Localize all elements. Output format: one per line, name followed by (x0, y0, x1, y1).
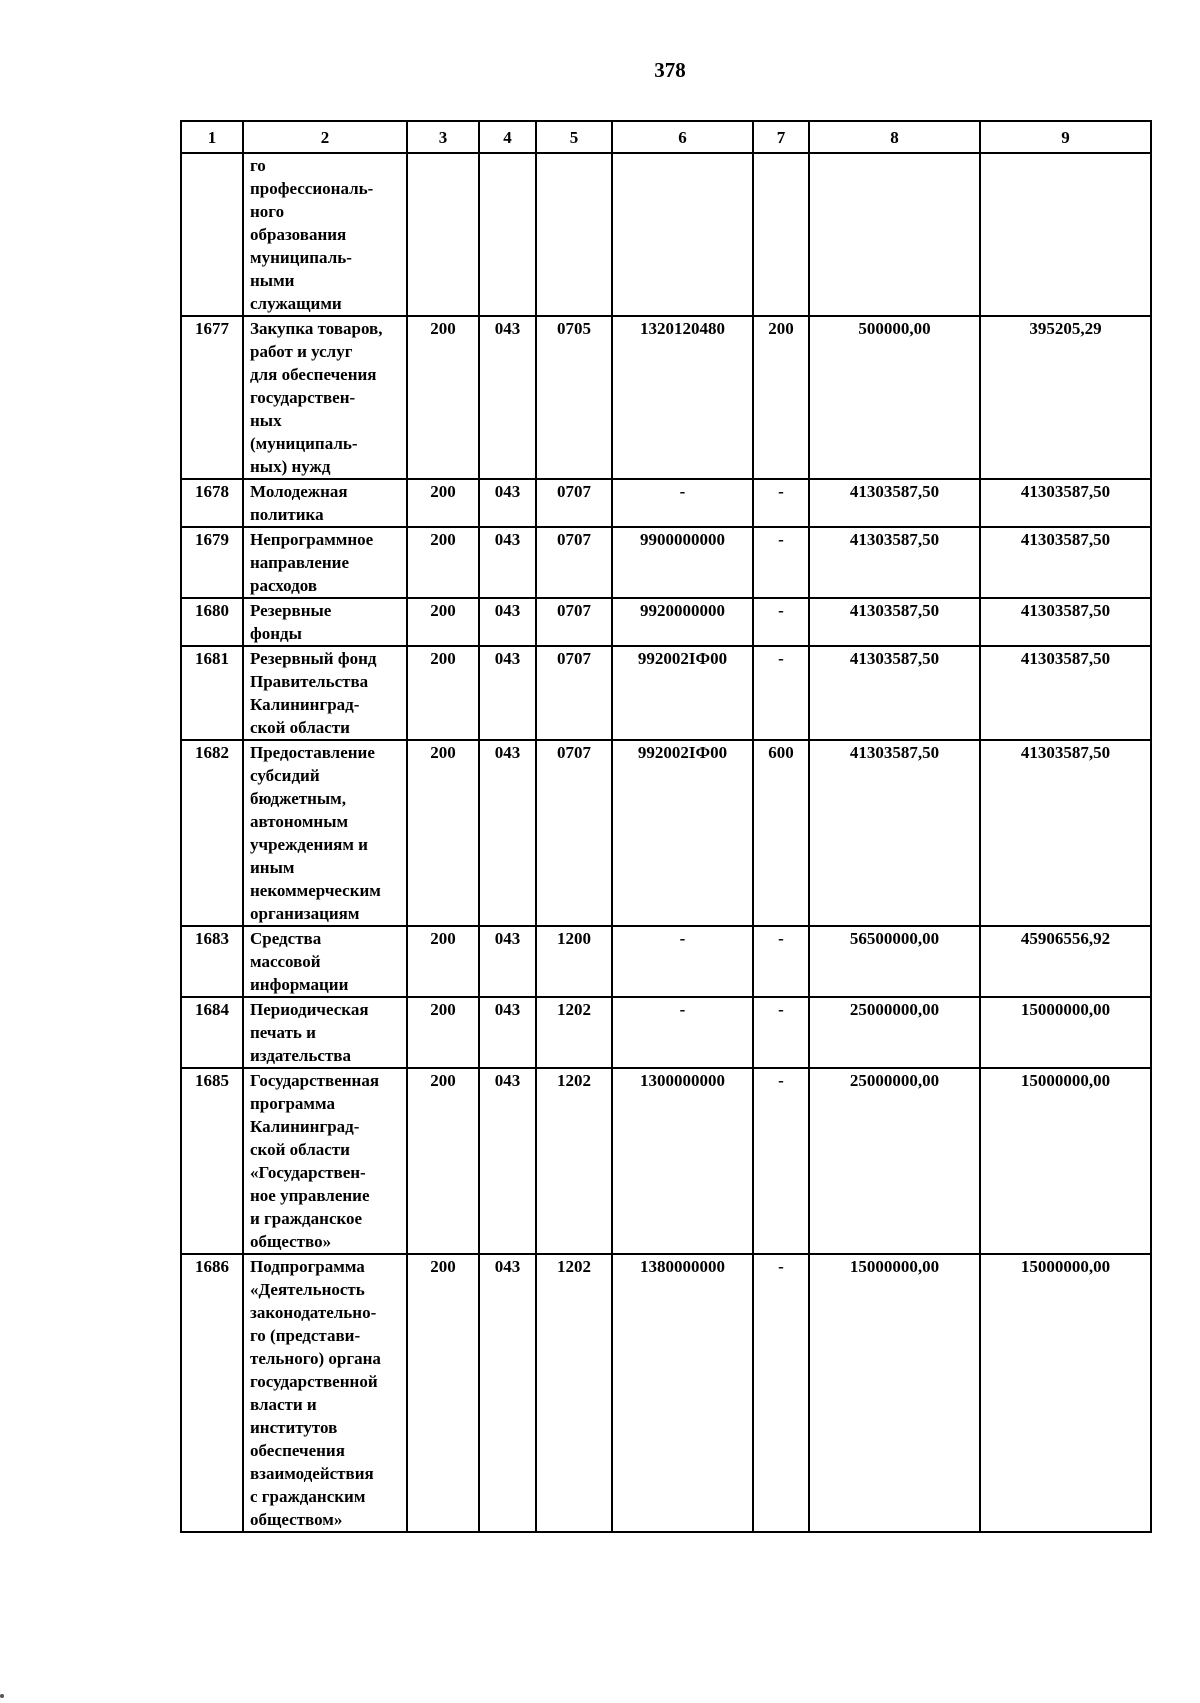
row-name-line: Правительства (250, 672, 369, 691)
row-name-line: Молодежная (250, 482, 348, 501)
column-header: 9 (980, 121, 1151, 153)
row-name-line: работ и услуг (250, 342, 353, 361)
actual-amount-cell: 15000000,00 (980, 1254, 1151, 1532)
table-row (181, 740, 1151, 926)
row-name-cell (243, 153, 407, 316)
row-name-line: бюджетным, (250, 789, 347, 808)
department-code-cell: 043 (479, 926, 536, 997)
table-row (181, 997, 1151, 1068)
section-code-cell: 0707 (536, 646, 612, 740)
section-code-cell: 0705 (536, 316, 612, 479)
department-code-cell (479, 153, 536, 316)
row-name-line: Закупка товаров, (250, 319, 383, 338)
table-row (181, 527, 1151, 598)
ministry-code-cell: 200 (407, 316, 479, 479)
row-name-cell (243, 1068, 407, 1254)
row-name-cell (243, 527, 407, 598)
row-name-line: Резервные (250, 601, 332, 620)
row-name-line: Непрограммное (250, 530, 374, 549)
actual-amount-cell: 395205,29 (980, 316, 1151, 479)
ministry-code-cell: 200 (407, 997, 479, 1068)
target-article-cell: 9920000000 (612, 598, 753, 646)
row-name-line: государствен- (250, 388, 356, 407)
column-header: 2 (243, 121, 407, 153)
row-name-line: «Государствен- (250, 1163, 366, 1182)
planned-amount-cell: 15000000,00 (809, 1254, 980, 1532)
expense-type-cell: - (753, 1068, 809, 1254)
target-article-cell: - (612, 926, 753, 997)
actual-amount-cell: 15000000,00 (980, 997, 1151, 1068)
row-name-line: власти и (250, 1395, 317, 1414)
row-name-line: Калининград- (250, 695, 360, 714)
row-name-line: автономным (250, 812, 349, 831)
planned-amount-cell: 25000000,00 (809, 997, 980, 1068)
expense-type-cell (753, 153, 809, 316)
ministry-code-cell: 200 (407, 740, 479, 926)
target-article-cell: 1320120480 (612, 316, 753, 479)
ministry-code-cell: 200 (407, 1068, 479, 1254)
actual-amount-cell: 41303587,50 (980, 527, 1151, 598)
row-number-cell: 1684 (181, 997, 243, 1068)
row-name-cell (243, 997, 407, 1068)
row-name-line: взаимодействия (250, 1464, 374, 1483)
row-name-line: субсидий (250, 766, 320, 785)
expense-type-cell: 600 (753, 740, 809, 926)
department-code-cell: 043 (479, 598, 536, 646)
row-name-line: го (250, 156, 266, 175)
table-row (181, 153, 1151, 316)
row-name-line: тельного) органа (250, 1349, 381, 1368)
row-name-cell (243, 740, 407, 926)
actual-amount-cell: 15000000,00 (980, 1068, 1151, 1254)
row-name-line: издательства (250, 1046, 351, 1065)
row-name-line: организациям (250, 904, 360, 923)
section-code-cell: 0707 (536, 479, 612, 527)
ministry-code-cell: 200 (407, 646, 479, 740)
expense-type-cell: - (753, 598, 809, 646)
section-code-cell: 1202 (536, 1068, 612, 1254)
ministry-code-cell: 200 (407, 1254, 479, 1532)
row-name-line: и гражданское (250, 1209, 363, 1228)
actual-amount-cell: 41303587,50 (980, 598, 1151, 646)
row-name-line: го (представи- (250, 1326, 361, 1345)
row-name-line: массовой (250, 952, 321, 971)
target-article-cell: 1380000000 (612, 1254, 753, 1532)
row-name-line: программа (250, 1094, 335, 1113)
row-name-cell (243, 646, 407, 740)
row-name-line: обеспечения (250, 1441, 345, 1460)
row-name-line: Предоставление (250, 743, 375, 762)
actual-amount-cell: 41303587,50 (980, 646, 1151, 740)
row-number-cell: 1683 (181, 926, 243, 997)
row-name-line: Государственная (250, 1071, 380, 1090)
header-row (181, 121, 1151, 153)
row-name-line: расходов (250, 576, 317, 595)
planned-amount-cell: 25000000,00 (809, 1068, 980, 1254)
actual-amount-cell (980, 153, 1151, 316)
row-name-line: государственной (250, 1372, 378, 1391)
scan-speck (0, 1694, 4, 1698)
row-name-line: иным (250, 858, 295, 877)
row-number-cell: 1679 (181, 527, 243, 598)
expense-type-cell: - (753, 527, 809, 598)
row-name-line: Резервный фонд (250, 649, 377, 668)
row-name-line: ных (250, 411, 282, 430)
row-number-cell: 1685 (181, 1068, 243, 1254)
expense-type-cell: - (753, 997, 809, 1068)
actual-amount-cell: 45906556,92 (980, 926, 1151, 997)
expense-type-cell: - (753, 646, 809, 740)
row-number-cell: 1686 (181, 1254, 243, 1532)
row-name-line: ской области (250, 1140, 350, 1159)
row-name-line: законодательно- (250, 1303, 377, 1322)
ministry-code-cell: 200 (407, 926, 479, 997)
planned-amount-cell: 56500000,00 (809, 926, 980, 997)
planned-amount-cell (809, 153, 980, 316)
row-number-cell: 1681 (181, 646, 243, 740)
ministry-code-cell: 200 (407, 527, 479, 598)
row-name-line: информации (250, 975, 349, 994)
department-code-cell: 043 (479, 646, 536, 740)
section-code-cell: 1200 (536, 926, 612, 997)
column-header: 6 (612, 121, 753, 153)
row-name-line: муниципаль- (250, 248, 352, 267)
row-name-line: Калининград- (250, 1117, 360, 1136)
column-header: 8 (809, 121, 980, 153)
column-header: 5 (536, 121, 612, 153)
department-code-cell: 043 (479, 1068, 536, 1254)
row-name-line: общество» (250, 1232, 332, 1251)
row-name-cell (243, 926, 407, 997)
table-row (181, 479, 1151, 527)
section-code-cell: 1202 (536, 1254, 612, 1532)
target-article-cell: 992002IФ00 (612, 646, 753, 740)
expense-type-cell: - (753, 479, 809, 527)
column-header: 1 (181, 121, 243, 153)
section-code-cell: 0707 (536, 527, 612, 598)
row-number-cell (181, 153, 243, 316)
target-article-cell: 1300000000 (612, 1068, 753, 1254)
row-name-line: институтов (250, 1418, 338, 1437)
planned-amount-cell: 41303587,50 (809, 740, 980, 926)
table-row (181, 646, 1151, 740)
row-name-line: некоммерческим (250, 881, 381, 900)
row-number-cell: 1682 (181, 740, 243, 926)
planned-amount-cell: 41303587,50 (809, 646, 980, 740)
department-code-cell: 043 (479, 479, 536, 527)
row-name-cell (243, 598, 407, 646)
row-name-line: политика (250, 505, 324, 524)
department-code-cell: 043 (479, 740, 536, 926)
expense-type-cell: - (753, 926, 809, 997)
target-article-cell: - (612, 997, 753, 1068)
ministry-code-cell: 200 (407, 479, 479, 527)
row-name-line: Средства (250, 929, 322, 948)
table-row (181, 1254, 1151, 1532)
column-header: 7 (753, 121, 809, 153)
row-number-cell: 1680 (181, 598, 243, 646)
table-row (181, 1068, 1151, 1254)
row-name-cell (243, 479, 407, 527)
planned-amount-cell: 41303587,50 (809, 527, 980, 598)
expense-type-cell: 200 (753, 316, 809, 479)
section-code-cell: 1202 (536, 997, 612, 1068)
row-name-line: образования (250, 225, 347, 244)
row-name-line: ской области (250, 718, 350, 737)
row-name-line: профессиональ- (250, 179, 374, 198)
planned-amount-cell: 41303587,50 (809, 598, 980, 646)
expense-type-cell: - (753, 1254, 809, 1532)
row-name-line: служащими (250, 294, 342, 313)
planned-amount-cell: 41303587,50 (809, 479, 980, 527)
row-name-line: ных) нужд (250, 457, 331, 476)
ministry-code-cell (407, 153, 479, 316)
row-name-line: обществом» (250, 1510, 343, 1529)
row-name-line: фонды (250, 624, 302, 643)
row-name-line: для обеспечения (250, 365, 377, 384)
row-name-line: ными (250, 271, 295, 290)
row-number-cell: 1678 (181, 479, 243, 527)
ministry-code-cell: 200 (407, 598, 479, 646)
row-name-line: ное управление (250, 1186, 370, 1205)
column-header: 3 (407, 121, 479, 153)
department-code-cell: 043 (479, 1254, 536, 1532)
row-name-line: (муниципаль- (250, 434, 358, 453)
target-article-cell: 992002IФ00 (612, 740, 753, 926)
row-name-line: с гражданским (250, 1487, 366, 1506)
column-header: 4 (479, 121, 536, 153)
row-name-line: Подпрограмма (250, 1257, 365, 1276)
row-name-cell (243, 316, 407, 479)
table-row (181, 598, 1151, 646)
planned-amount-cell: 500000,00 (809, 316, 980, 479)
actual-amount-cell: 41303587,50 (980, 740, 1151, 926)
row-number-cell: 1677 (181, 316, 243, 479)
table-body (181, 153, 1151, 1532)
table-row (181, 926, 1151, 997)
row-name-line: направление (250, 553, 349, 572)
actual-amount-cell: 41303587,50 (980, 479, 1151, 527)
row-name-line: Периодическая (250, 1000, 369, 1019)
target-article-cell (612, 153, 753, 316)
target-article-cell: 9900000000 (612, 527, 753, 598)
section-code-cell: 0707 (536, 598, 612, 646)
budget-table (180, 120, 1152, 1533)
section-code-cell (536, 153, 612, 316)
section-code-cell: 0707 (536, 740, 612, 926)
row-name-cell (243, 1254, 407, 1532)
table-row (181, 316, 1151, 479)
row-name-line: печать и (250, 1023, 316, 1042)
page-number: 378 (654, 58, 686, 82)
row-name-line: «Деятельность (250, 1280, 365, 1299)
department-code-cell: 043 (479, 316, 536, 479)
department-code-cell: 043 (479, 997, 536, 1068)
target-article-cell: - (612, 479, 753, 527)
row-name-line: ного (250, 202, 285, 221)
row-name-line: учреждениям и (250, 835, 368, 854)
department-code-cell: 043 (479, 527, 536, 598)
